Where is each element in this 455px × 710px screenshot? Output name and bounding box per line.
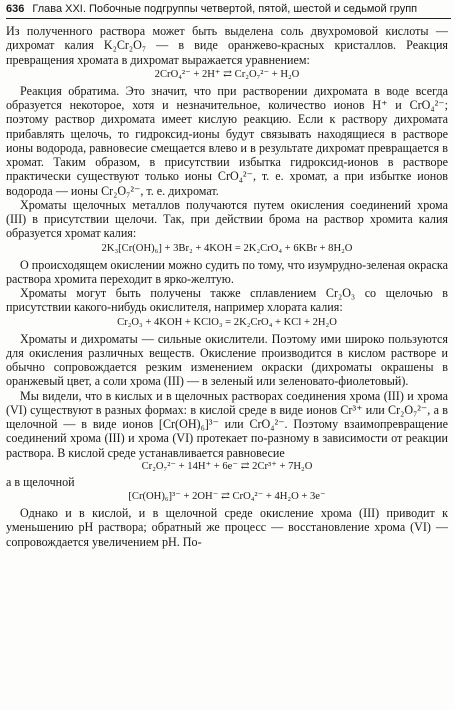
body-text	[6, 24, 448, 549]
equation: Cr₂O₇²⁻ + 14H⁺ + 6e⁻ ⇄ 2Cr³⁺ + 7H₂O	[141, 460, 313, 472]
paragraph: Мы видели, что в кислых и в щелочных растворах соединения хрома (III) и хрома (VI) существуют в разных формах: в кислой среде в виде ионов Cr³⁺ или Cr₂O₇²⁻, а в щелочной — в виде ионов [Cr(OH)₆]³⁻ или CrO₄²⁻. Поэтому взаимопревращение соединений хрома (III) и хрома (VI) протекает по-разному в зависимости от реакции раствора. В кислой среде устанавливается равновесие	[6, 388, 448, 460]
running-title: Глава XXI. Побочные подгруппы четвертой, пятой, шестой и седьмой групп	[32, 3, 418, 15]
paragraph: Хроматы и дихроматы — сильные окислители. Поэтому ими широко пользуются для окисления различных веществ. Окисление производится в кислом растворе и обычно сопровождается резким изменением окраски (дихроматы окрашены в оранжевый цвет, а соли хрома (III) — в зеленый или зеленовато-фиолетовый).	[6, 331, 448, 389]
page-number: 636	[6, 3, 25, 15]
equation: Cr₂O₃ + 4KOH + KClO₃ = 2K₂CrO₄ + KCl + 2H₂O	[117, 316, 337, 328]
equation: [Cr(OH)₆]³⁻ + 2OH⁻ ⇄ CrO₄²⁻ + 4H₂O + 3e⁻	[128, 491, 326, 502]
paragraph: а в щелочной	[6, 474, 75, 489]
equation: 2K₃[Cr(OH)₆] + 3Br₂ + 4KOH = 2K₂CrO₄ + 6KBr + 8H₂O	[101, 242, 353, 254]
paragraph: Хроматы щелочных металлов получаются путем окисления соединений хрома (III) в присутствии щелочи. Так, при действии брома на раствор хромита калия образуется хромат калия:	[6, 197, 448, 241]
equation: 2CrO₄²⁻ + 2H⁺ ⇄ Cr₂O₇²⁻ + H₂O	[154, 68, 300, 80]
paragraph: О происходящем окислении можно судить по тому, что изумрудно-зеленая окраска раствора хромита переходит в ярко-желтую.	[6, 257, 448, 286]
paragraph: Хроматы могут быть получены также сплавлением Cr₂O₃ со щелочью в присутствии какого-нибудь окислителя, например хлората калия:	[6, 286, 448, 315]
running-header	[6, 2, 451, 19]
paragraph: Реакция обратима. Это значит, что при растворении дихромата в воде всегда образуется некоторое, хотя и незначительное, количество ионов H⁺ и CrO₄²⁻; поэтому раствор дихромата имеет кислую реакцию. Если к раствору дихромата прибавлять щелочь, то гидроксид-ионы будут связывать находящиеся в растворе ионы водорода, равновесие смещается влево и в результате дихромат превращается в хромат. Таким образом, в присутствии избытка гидроксид-ионов в растворе практически существуют только ионы CrO₄²⁻, т. е. хромат, а при избытке ионов водорода — ионы Cr₂O₇²⁻, т. е. дихромат.	[6, 83, 448, 198]
paragraph: Из полученного раствора может быть выделена соль двухромовой кислоты — дихромат калия K₂Cr₂O₇ — в виде оранжево-красных кристаллов. Реакция превращения хромата в дихромат выражается уравнением:	[6, 24, 448, 67]
paragraph: Однако и в кислой, и в щелочной среде окисление хрома (III) приводит к уменьшению pH раствора; обратный же процесс — восстановление хрома (VI) — сопровождается увеличением pH. По-	[6, 506, 448, 549]
